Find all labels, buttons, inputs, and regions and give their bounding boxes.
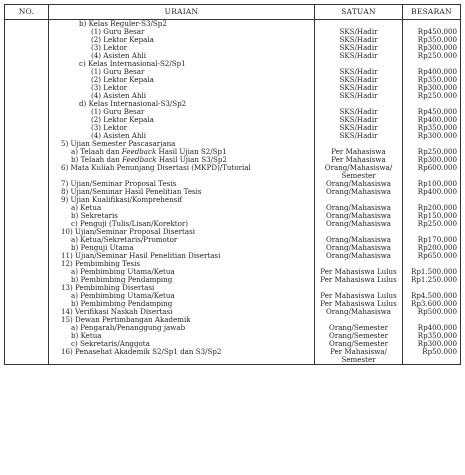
fee-table [4, 4, 461, 365]
cell-no [5, 100, 49, 108]
cell-satuan: Orang/Mahasiswa [315, 308, 403, 316]
table-row [5, 308, 461, 316]
cell-satuan: SKS/Hadir [315, 108, 403, 116]
table-row [5, 108, 461, 116]
table-row [5, 92, 461, 100]
cell-uraian: (4) Asisten Ahli [49, 92, 315, 100]
cell-besaran: Rp300.000 [403, 44, 461, 52]
cell-no [5, 140, 49, 148]
cell-satuan: SKS/Hadir [315, 124, 403, 132]
cell-satuan: Per Mahasiswa Lulus [315, 300, 403, 308]
table-row [5, 84, 461, 92]
cell-satuan: SKS/Hadir [315, 44, 403, 52]
cell-satuan [315, 140, 403, 148]
cell-besaran: Rp170.000 [403, 236, 461, 244]
cell-uraian: b) Sekretaris [49, 212, 315, 220]
cell-no [5, 180, 49, 188]
cell-no [5, 316, 49, 324]
table-row [5, 196, 461, 204]
header-satuan: SATUAN [315, 5, 403, 20]
cell-uraian: (2) Lektor Kepala [49, 116, 315, 124]
cell-satuan: Orang/Mahasiswa [315, 180, 403, 188]
table-row [5, 260, 461, 268]
cell-besaran: Rp4.500.000 [403, 292, 461, 300]
cell-satuan [315, 316, 403, 324]
table-row [5, 68, 461, 76]
table-row [5, 164, 461, 180]
table-row [5, 44, 461, 52]
table-row [5, 324, 461, 332]
cell-besaran: Rp200.000 [403, 204, 461, 212]
table-row [5, 284, 461, 292]
cell-satuan: Orang/Mahasiswa/ Semester [315, 164, 403, 180]
cell-uraian: 15) Dewan Pertimbangan Akademik [49, 316, 315, 324]
cell-satuan: Orang/Mahasiswa [315, 220, 403, 228]
cell-no [5, 52, 49, 60]
cell-no [5, 212, 49, 220]
cell-besaran [403, 196, 461, 204]
table-body [5, 20, 461, 365]
cell-besaran [403, 140, 461, 148]
cell-no [5, 268, 49, 276]
cell-no [5, 220, 49, 228]
cell-uraian: 16) Penasehat Akademik S2/Sp1 dan S3/Sp2 [49, 348, 315, 365]
cell-satuan: Per Mahasiswa Lulus [315, 276, 403, 284]
cell-besaran: Rp450.000 [403, 108, 461, 116]
cell-no [5, 164, 49, 180]
cell-uraian: 5) Ujian Semester Pascasarjana [49, 140, 315, 148]
cell-no [5, 132, 49, 140]
cell-besaran: Rp300.000 [403, 340, 461, 348]
cell-satuan [315, 284, 403, 292]
cell-no [5, 124, 49, 132]
cell-no [5, 244, 49, 252]
table-row [5, 28, 461, 36]
cell-satuan: Orang/Semester [315, 340, 403, 348]
cell-satuan: SKS/Hadir [315, 76, 403, 84]
cell-uraian: b) Ketua [49, 332, 315, 340]
cell-besaran: Rp50.000 [403, 348, 461, 365]
table-row [5, 268, 461, 276]
cell-satuan: Orang/Mahasiswa [315, 244, 403, 252]
cell-uraian: 14) Verifikasi Naskah Disertasi [49, 308, 315, 316]
cell-besaran: Rp250.000 [403, 220, 461, 228]
cell-uraian: a) Pembimbing Utama/Ketua [49, 292, 315, 300]
cell-satuan [315, 60, 403, 68]
cell-no [5, 204, 49, 212]
cell-uraian: (3) Lektor [49, 84, 315, 92]
cell-besaran: Rp400.000 [403, 68, 461, 76]
cell-uraian: (4) Asisten Ahli [49, 52, 315, 60]
cell-besaran: Rp250.000 [403, 52, 461, 60]
cell-uraian: a) Ketua [49, 204, 315, 212]
table-row [5, 204, 461, 212]
table-row [5, 340, 461, 348]
cell-no [5, 60, 49, 68]
table-row [5, 220, 461, 228]
table-row [5, 316, 461, 324]
cell-uraian: (1) Guru Besar [49, 108, 315, 116]
cell-uraian: (3) Lektor [49, 44, 315, 52]
cell-uraian: (1) Guru Besar [49, 28, 315, 36]
table-row [5, 140, 461, 148]
cell-besaran: Rp150.000 [403, 212, 461, 220]
cell-besaran: Rp3.600.000 [403, 300, 461, 308]
table-row [5, 116, 461, 124]
table-row [5, 276, 461, 284]
cell-satuan [315, 260, 403, 268]
cell-besaran: Rp650.000 [403, 252, 461, 260]
header-uraian: URAIAN [49, 5, 315, 20]
cell-satuan: Orang/Mahasiswa [315, 236, 403, 244]
table-row [5, 156, 461, 164]
cell-uraian: (3) Lektor [49, 124, 315, 132]
cell-satuan: Per Mahasiswa [315, 156, 403, 164]
cell-satuan: Per Mahasiswa Lulus [315, 268, 403, 276]
table-row [5, 252, 461, 260]
cell-satuan [315, 228, 403, 236]
cell-satuan: SKS/Hadir [315, 84, 403, 92]
header-besaran: BESARAN [403, 5, 461, 20]
cell-besaran: Rp300.000 [403, 156, 461, 164]
cell-uraian: a) Telaah dan Feedback Hasil Ujian S2/Sp1 [49, 148, 315, 156]
cell-no [5, 84, 49, 92]
cell-satuan: SKS/Hadir [315, 132, 403, 140]
cell-besaran: Rp350.000 [403, 36, 461, 44]
cell-no [5, 276, 49, 284]
cell-no [5, 108, 49, 116]
cell-satuan: Per Mahasiswa Lulus [315, 292, 403, 300]
cell-no [5, 28, 49, 36]
table-row [5, 20, 461, 29]
cell-uraian: b) Telaah dan Feedback Hasil Ujian S3/Sp2 [49, 156, 315, 164]
cell-besaran [403, 20, 461, 29]
cell-uraian: (4) Asisten Ahli [49, 132, 315, 140]
cell-besaran: Rp500.000 [403, 308, 461, 316]
cell-uraian: b) Pembimbing Pendamping [49, 300, 315, 308]
cell-no [5, 44, 49, 52]
cell-no [5, 260, 49, 268]
cell-no [5, 116, 49, 124]
table-row [5, 292, 461, 300]
cell-satuan: Orang/Mahasiswa [315, 252, 403, 260]
cell-satuan: Per Mahasiswa/ Semester [315, 348, 403, 365]
cell-uraian: c) Sekretaris/Anggota [49, 340, 315, 348]
cell-no [5, 332, 49, 340]
cell-uraian: a) Pembimbing Utama/Ketua [49, 268, 315, 276]
cell-uraian: 11) Ujian/Seminar Hasil Penelitian Disertasi [49, 252, 315, 260]
cell-besaran: Rp300.000 [403, 84, 461, 92]
cell-uraian: (1) Guru Besar [49, 68, 315, 76]
cell-besaran [403, 228, 461, 236]
table-row [5, 332, 461, 340]
cell-besaran: Rp400.000 [403, 188, 461, 196]
cell-besaran: Rp200.000 [403, 244, 461, 252]
cell-uraian: 6) Mata Kuliah Penunjang Disertasi (MKPD)/Tutorial [49, 164, 315, 180]
table-header-row [5, 5, 461, 20]
cell-besaran: Rp350.000 [403, 76, 461, 84]
cell-uraian: a) Ketua/Sekretaris/Promotor [49, 236, 315, 244]
cell-satuan: SKS/Hadir [315, 68, 403, 76]
cell-no [5, 20, 49, 29]
cell-besaran: Rp350.000 [403, 124, 461, 132]
table-row [5, 100, 461, 108]
cell-no [5, 188, 49, 196]
cell-satuan: Orang/Mahasiswa [315, 212, 403, 220]
cell-besaran [403, 260, 461, 268]
header-no: NO. [5, 5, 49, 20]
emphasis-text: Feedback [121, 148, 157, 156]
cell-besaran: Rp250.000 [403, 92, 461, 100]
cell-uraian: a) Pengarah/Penanggung jawab [49, 324, 315, 332]
cell-besaran: Rp250.000 [403, 148, 461, 156]
cell-satuan: Per Mahasiswa [315, 148, 403, 156]
table-row [5, 228, 461, 236]
cell-no [5, 308, 49, 316]
table-row [5, 36, 461, 44]
table-row [5, 124, 461, 132]
cell-satuan: SKS/Hadir [315, 52, 403, 60]
cell-uraian: c) Penguji (Tulis/Lisan/Korektor) [49, 220, 315, 228]
cell-uraian: d) Kelas Internasional-S3/Sp2 [49, 100, 315, 108]
cell-satuan [315, 20, 403, 29]
cell-no [5, 156, 49, 164]
cell-uraian: 9) Ujian Kualifikasi/Komprehensif [49, 196, 315, 204]
table-row [5, 148, 461, 156]
cell-satuan: Orang/Semester [315, 324, 403, 332]
cell-no [5, 284, 49, 292]
cell-uraian: 12) Pembimbing Tesis [49, 260, 315, 268]
cell-satuan: SKS/Hadir [315, 116, 403, 124]
cell-no [5, 292, 49, 300]
cell-besaran: Rp300.000 [403, 132, 461, 140]
cell-uraian: 7) Ujian/Seminar Proposal Tesis [49, 180, 315, 188]
cell-besaran: Rp1.250.000 [403, 276, 461, 284]
cell-uraian: 13) Pembimbing Disertasi [49, 284, 315, 292]
cell-uraian: b) Pembimbing Pendamping [49, 276, 315, 284]
cell-satuan [315, 196, 403, 204]
cell-besaran: Rp350.000 [403, 332, 461, 340]
cell-no [5, 36, 49, 44]
cell-satuan: SKS/Hadir [315, 92, 403, 100]
table-row [5, 348, 461, 365]
cell-uraian: c) Kelas Internasional-S2/Sp1 [49, 60, 315, 68]
cell-besaran [403, 316, 461, 324]
cell-uraian: (2) Lektor Kepala [49, 76, 315, 84]
cell-besaran [403, 284, 461, 292]
cell-besaran: Rp600.000 [403, 164, 461, 180]
table-row [5, 180, 461, 188]
cell-no [5, 148, 49, 156]
cell-satuan: SKS/Hadir [315, 36, 403, 44]
cell-uraian: (2) Lektor Kepala [49, 36, 315, 44]
cell-besaran: Rp400.000 [403, 116, 461, 124]
cell-no [5, 300, 49, 308]
emphasis-text: Feedback [122, 156, 157, 164]
cell-besaran: Rp100.000 [403, 180, 461, 188]
table-row [5, 52, 461, 60]
cell-satuan: SKS/Hadir [315, 28, 403, 36]
cell-satuan: Orang/Mahasiswa [315, 188, 403, 196]
cell-satuan: Orang/Semester [315, 332, 403, 340]
table-row [5, 76, 461, 84]
cell-no [5, 348, 49, 365]
cell-uraian: b) Kelas Reguler-S3/Sp2 [49, 20, 315, 29]
cell-no [5, 68, 49, 76]
table-row [5, 212, 461, 220]
cell-no [5, 228, 49, 236]
cell-no [5, 92, 49, 100]
cell-no [5, 196, 49, 204]
cell-uraian: b) Penguji Utama [49, 244, 315, 252]
table-row [5, 300, 461, 308]
cell-no [5, 340, 49, 348]
cell-besaran [403, 100, 461, 108]
table-row [5, 244, 461, 252]
cell-no [5, 236, 49, 244]
cell-no [5, 76, 49, 84]
table-row [5, 188, 461, 196]
cell-no [5, 324, 49, 332]
cell-besaran [403, 60, 461, 68]
cell-no [5, 252, 49, 260]
table-row [5, 236, 461, 244]
cell-satuan: Orang/Mahasiswa [315, 204, 403, 212]
cell-uraian: 8) Ujian/Seminar Hasil Penelitian Tesis [49, 188, 315, 196]
cell-besaran: Rp400.000 [403, 324, 461, 332]
document-page [4, 4, 460, 365]
cell-satuan [315, 100, 403, 108]
cell-besaran: Rp450.000 [403, 28, 461, 36]
cell-uraian: 10) Ujian/Seminar Proposal Disertasi [49, 228, 315, 236]
cell-besaran: Rp1.500.000 [403, 268, 461, 276]
table-row [5, 60, 461, 68]
table-row [5, 132, 461, 140]
